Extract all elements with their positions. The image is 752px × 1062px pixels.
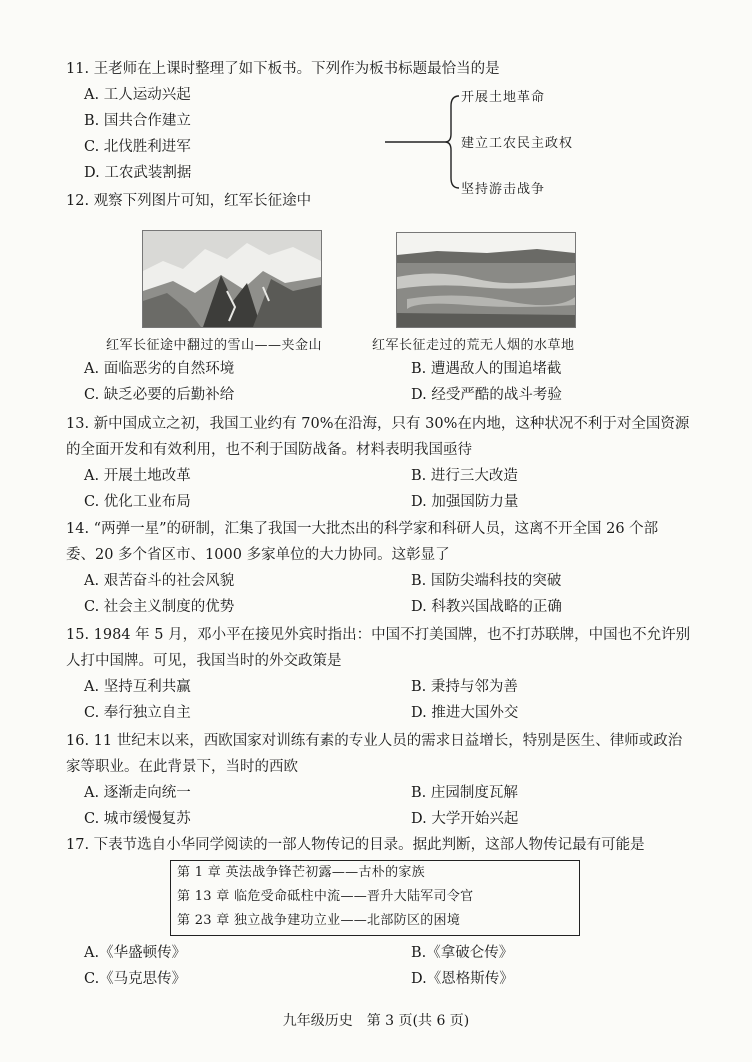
option-d: D. 推进大国外交 (411, 705, 519, 721)
option-d: D. 加强国防力量 (411, 494, 519, 510)
option-c: C. 城市缓慢复苏 (84, 811, 191, 827)
option-b: B. 国防尖端科技的突破 (411, 573, 562, 589)
question-stem-cont: 家等职业。在此背景下，当时的西欧 (66, 759, 298, 775)
question-stem: 14. “两弹一星”的研制，汇集了我国一大批杰出的科学家和科研人员，这离不开全国 26 个部 (66, 521, 659, 537)
option-a: A. 艰苦奋斗的社会风貌 (84, 573, 235, 589)
option-a: A. 工人运动兴起 (84, 87, 191, 103)
option-a: A. 开展土地改革 (84, 468, 191, 484)
toc-row: 第 1 章 英法战争锋芒初露——古朴的家族 (177, 865, 425, 880)
option-a: A. 逐渐走向统一 (84, 785, 191, 801)
option-c: C. 奉行独立自主 (84, 705, 191, 721)
question-15 (66, 622, 726, 726)
option-a: A.《华盛顿传》 (84, 945, 187, 961)
question-13 (66, 411, 726, 515)
option-d: D. 经受严酷的战斗考验 (411, 387, 562, 403)
board-item: 建立工农民主政权 (461, 136, 574, 151)
option-d: D. 大学开始兴起 (411, 811, 519, 827)
photo-caption: 红军长征走过的荒无人烟的水草地 (372, 338, 575, 353)
question-17 (66, 832, 726, 858)
option-a: A. 坚持互利共赢 (84, 679, 191, 695)
question-12 (66, 188, 726, 214)
option-b: B. 秉持与邻为善 (411, 679, 518, 695)
option-d: D. 工农武装割据 (84, 165, 192, 181)
option-b: B. 进行三大改造 (411, 468, 518, 484)
grassland-marsh-photo (396, 232, 576, 328)
question-stem-cont: 委、20 多个省区市、1000 多家单位的大力协同。这彰显了 (66, 547, 450, 563)
board-item: 开展土地革命 (461, 90, 546, 105)
option-a: A. 面临恶劣的自然环境 (84, 361, 235, 377)
question-stem: 13. 新中国成立之初，我国工业约有 70%在沿海，只有 30%在内地，这种状况不利于对全国资源 (66, 416, 690, 432)
option-b: B. 遭遇敌人的围追堵截 (411, 361, 562, 377)
question-stem: 12. 观察下列图片可知，红军长征途中 (66, 193, 312, 209)
option-c: C. 优化工业布局 (84, 494, 191, 510)
question-14 (66, 516, 726, 620)
question-stem-cont: 人打中国牌。可见，我国当时的外交政策是 (66, 653, 342, 669)
option-c: C. 缺乏必要的后勤补给 (84, 387, 235, 403)
question-stem: 17. 下表节选自小华同学阅读的一部人物传记的目录。据此判断，这部人物传记最有可能是 (66, 837, 645, 853)
biography-table-of-contents (170, 860, 580, 936)
toc-row: 第 13 章 临危受命砥柱中流——晋升大陆军司令官 (177, 889, 474, 904)
question-stem: 16. 11 世纪末以来，西欧国家对训练有素的专业人员的需求日益增长，特别是医生、律师或政治 (66, 733, 683, 749)
question-stem: 15. 1984 年 5 月，邓小平在接见外宾时指出：中国不打美国牌，也不打苏联牌，中国也不允许别 (66, 627, 691, 643)
page-footer: 九年级历史 第 3 页(共 6 页) (282, 1013, 470, 1029)
option-b: B. 国共合作建立 (84, 113, 191, 129)
question-17-options (66, 940, 726, 992)
question-16 (66, 728, 726, 832)
blackboard-diagram (375, 84, 635, 197)
option-b: B. 庄园制度瓦解 (411, 785, 518, 801)
board-item: 坚持游击战争 (461, 182, 546, 197)
option-c: C. 北伐胜利进军 (84, 139, 191, 155)
toc-row: 第 23 章 独立战争建功立业——北部防区的困境 (177, 913, 461, 928)
option-d: D.《恩格斯传》 (411, 971, 514, 987)
question-12-options (66, 356, 726, 408)
option-c: C. 社会主义制度的优势 (84, 599, 235, 615)
option-b: B.《拿破仑传》 (411, 945, 514, 961)
photo-caption: 红军长征途中翻过的雪山——夹金山 (106, 338, 323, 353)
question-stem-cont: 的全面开发和有效利用，也不利于国防战备。材料表明我国亟待 (66, 442, 472, 458)
option-c: C.《马克思传》 (84, 971, 187, 987)
snow-mountain-photo (142, 230, 322, 328)
question-stem: 11. 王老师在上课时整理了如下板书。下列作为板书标题最恰当的是 (66, 61, 500, 77)
option-d: D. 科教兴国战略的正确 (411, 599, 562, 615)
